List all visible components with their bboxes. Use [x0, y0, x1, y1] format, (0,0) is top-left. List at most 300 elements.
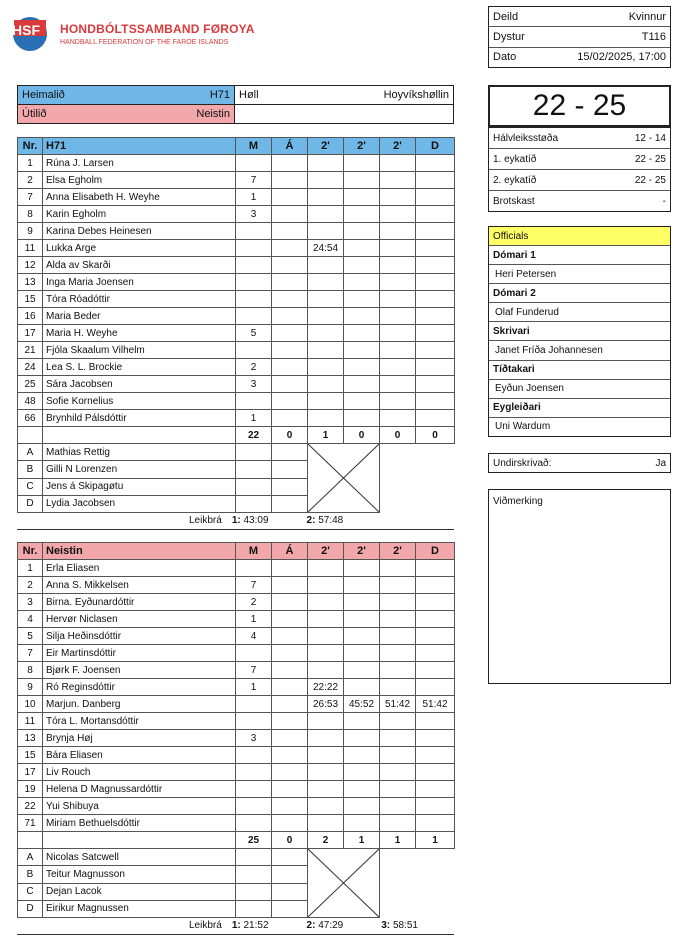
player-row — [18, 798, 455, 815]
team-official-row — [18, 849, 455, 866]
player-stat-s3: 51:42 — [380, 696, 416, 713]
player-stat-d — [416, 155, 455, 172]
player-nr: 3 — [18, 594, 43, 611]
team-official-a — [272, 461, 308, 478]
player-stat-m: 5 — [236, 325, 272, 342]
total-a: 0 — [272, 832, 308, 849]
player-name: Tóra Róadóttir — [43, 291, 236, 308]
score-value: 22 - 25 — [634, 174, 666, 186]
player-stat-a — [272, 376, 308, 393]
player-stat-s3 — [380, 594, 416, 611]
player-row — [18, 291, 455, 308]
player-stat-s2 — [344, 308, 380, 325]
hall-label: Høll — [239, 89, 259, 101]
player-name: Brynhild Pálsdóttir — [43, 410, 236, 427]
home-label: Heimalið — [22, 89, 65, 101]
player-nr: 24 — [18, 359, 43, 376]
player-stat-s2 — [344, 223, 380, 240]
org-name: HONDBÓLTSSAMBAND FØROYA — [60, 22, 255, 36]
player-stat-s1 — [308, 359, 344, 376]
player-stat-s1 — [308, 155, 344, 172]
player-row — [18, 747, 455, 764]
player-stat-s3 — [380, 747, 416, 764]
official-role-label: Dómari 1 — [493, 249, 536, 261]
col-header: 2' — [344, 138, 380, 155]
player-stat-s2 — [344, 172, 380, 189]
totals-blank — [43, 832, 236, 849]
player-stat-a — [272, 645, 308, 662]
player-stat-m: 7 — [236, 662, 272, 679]
info-row — [489, 48, 670, 67]
player-stat-a — [272, 815, 308, 832]
player-stat-s2 — [344, 713, 380, 730]
player-stat-m: 4 — [236, 628, 272, 645]
player-stat-d — [416, 172, 455, 189]
player-stat-m — [236, 798, 272, 815]
player-stat-s3 — [380, 798, 416, 815]
player-name: Miriam Bethuelsdóttir — [43, 815, 236, 832]
player-stat-a — [272, 679, 308, 696]
player-stat-d — [416, 645, 455, 662]
timeout-number: 2: — [306, 920, 316, 931]
player-nr: 4 — [18, 611, 43, 628]
total-m: 22 — [236, 427, 272, 444]
team-official-letter: C — [18, 478, 43, 495]
player-stat-m — [236, 713, 272, 730]
player-stat-m — [236, 274, 272, 291]
player-nr: 66 — [18, 410, 43, 427]
team-official-a — [272, 900, 308, 917]
player-stat-s2 — [344, 410, 380, 427]
player-stat-d — [416, 206, 455, 223]
player-nr: 8 — [18, 206, 43, 223]
player-stat-a — [272, 155, 308, 172]
player-stat-a — [272, 308, 308, 325]
player-stat-s3 — [380, 781, 416, 798]
col-team: H71 — [43, 138, 236, 155]
roster-table — [17, 542, 455, 918]
player-row — [18, 223, 455, 240]
player-stat-a — [272, 730, 308, 747]
player-stat-m: 2 — [236, 594, 272, 611]
player-nr: 21 — [18, 342, 43, 359]
player-stat-s3 — [380, 342, 416, 359]
player-nr: 8 — [18, 662, 43, 679]
player-stat-s3 — [380, 410, 416, 427]
player-stat-a — [272, 662, 308, 679]
player-row — [18, 560, 455, 577]
roster-header — [18, 138, 455, 155]
player-nr: 10 — [18, 696, 43, 713]
player-stat-a — [272, 798, 308, 815]
official-role-label: Eygleiðari — [493, 402, 541, 414]
player-stat-s1: 24:54 — [308, 240, 344, 257]
col-header: 2' — [308, 138, 344, 155]
player-stat-m — [236, 764, 272, 781]
team-official-name: Eirikur Magnussen — [43, 900, 236, 917]
player-stat-a — [272, 594, 308, 611]
player-stat-s3 — [380, 730, 416, 747]
timeout-time: 57:48 — [318, 515, 344, 526]
player-stat-m: 1 — [236, 189, 272, 206]
player-stat-d — [416, 730, 455, 747]
player-stat-a — [272, 628, 308, 645]
signed-value: Ja — [655, 457, 666, 469]
hall-cell — [235, 86, 453, 105]
official-name-label: Janet Fríða Johannesen — [495, 345, 603, 357]
player-stat-d — [416, 291, 455, 308]
player-stat-d — [416, 611, 455, 628]
timeouts-row — [17, 918, 454, 935]
team-official-letter: A — [18, 444, 43, 461]
player-stat-m — [236, 308, 272, 325]
teams-box — [17, 85, 454, 124]
total-s1: 2 — [308, 832, 344, 849]
player-stat-s2 — [344, 359, 380, 376]
player-stat-m — [236, 747, 272, 764]
player-stat-s2 — [344, 291, 380, 308]
col-header: D — [416, 543, 455, 560]
col-header: M — [236, 543, 272, 560]
score-value: 12 - 14 — [634, 132, 666, 144]
player-name: Hervør Niclasen — [43, 611, 236, 628]
player-stat-m — [236, 781, 272, 798]
player-stat-d — [416, 747, 455, 764]
blank-cell — [380, 444, 455, 513]
team-official-letter: D — [18, 495, 43, 512]
player-nr: 11 — [18, 713, 43, 730]
player-stat-a — [272, 747, 308, 764]
player-stat-m — [236, 257, 272, 274]
player-stat-s3 — [380, 679, 416, 696]
col-header: Á — [272, 138, 308, 155]
player-stat-s2 — [344, 189, 380, 206]
player-stat-s2 — [344, 325, 380, 342]
player-stat-s2 — [344, 781, 380, 798]
player-name: Sára Jacobsen — [43, 376, 236, 393]
match-info-box — [488, 6, 671, 68]
player-nr: 9 — [18, 223, 43, 240]
team-official-a — [272, 444, 308, 461]
away-roster — [17, 542, 454, 935]
col-nr: Nr. — [18, 543, 43, 560]
player-stat-a — [272, 696, 308, 713]
player-row — [18, 696, 455, 713]
player-row — [18, 730, 455, 747]
player-stat-a — [272, 713, 308, 730]
player-name: Inga Maria Joensen — [43, 274, 236, 291]
player-stat-s3 — [380, 560, 416, 577]
player-row — [18, 781, 455, 798]
player-stat-d — [416, 308, 455, 325]
player-stat-m — [236, 696, 272, 713]
player-stat-a — [272, 781, 308, 798]
official-name — [489, 341, 670, 360]
player-row — [18, 342, 455, 359]
player-stat-m — [236, 560, 272, 577]
home-team-cell — [18, 86, 235, 105]
player-stat-s3 — [380, 713, 416, 730]
player-stat-d — [416, 764, 455, 781]
team-official-letter: D — [18, 900, 43, 917]
player-name: Anna Elisabeth H. Weyhe — [43, 189, 236, 206]
player-row — [18, 815, 455, 832]
player-stat-d — [416, 798, 455, 815]
player-stat-m — [236, 223, 272, 240]
player-stat-a — [272, 240, 308, 257]
player-stat-s3 — [380, 815, 416, 832]
player-nr: 17 — [18, 325, 43, 342]
player-stat-s1 — [308, 189, 344, 206]
timeout-number: 2: — [306, 515, 316, 526]
player-stat-s3 — [380, 223, 416, 240]
player-row — [18, 410, 455, 427]
player-stat-s1 — [308, 798, 344, 815]
player-row — [18, 155, 455, 172]
info-label: Deild — [493, 10, 519, 23]
player-row — [18, 679, 455, 696]
total-d: 0 — [416, 427, 455, 444]
player-nr: 17 — [18, 764, 43, 781]
player-stat-a — [272, 274, 308, 291]
player-nr: 13 — [18, 274, 43, 291]
score-value: 22 - 25 — [634, 153, 666, 165]
player-row — [18, 577, 455, 594]
player-stat-s2 — [344, 376, 380, 393]
official-role — [489, 284, 670, 303]
player-stat-s3 — [380, 393, 416, 410]
team-official-letter: A — [18, 849, 43, 866]
player-stat-s1 — [308, 645, 344, 662]
player-stat-s2 — [344, 645, 380, 662]
info-row — [489, 7, 670, 27]
player-stat-s3 — [380, 376, 416, 393]
blank-cell — [380, 849, 455, 918]
player-stat-s1 — [308, 342, 344, 359]
officials-box — [488, 226, 671, 437]
player-stat-m: 1 — [236, 679, 272, 696]
player-stat-m — [236, 291, 272, 308]
player-name: Karin Egholm — [43, 206, 236, 223]
player-stat-m — [236, 815, 272, 832]
player-stat-s1 — [308, 662, 344, 679]
col-header: Á — [272, 543, 308, 560]
player-stat-m — [236, 240, 272, 257]
player-stat-s1 — [308, 257, 344, 274]
player-stat-s3 — [380, 577, 416, 594]
team-official-name: Jens á Skipagøtu — [43, 478, 236, 495]
player-stat-m: 3 — [236, 206, 272, 223]
col-header: D — [416, 138, 455, 155]
player-stat-a — [272, 342, 308, 359]
player-row — [18, 206, 455, 223]
player-name: Marjun. Danberg — [43, 696, 236, 713]
home-name: H71 — [209, 89, 230, 101]
total-s1: 1 — [308, 427, 344, 444]
player-name: Fjóla Skaalum Vilhelm — [43, 342, 236, 359]
score-label: Brotskast — [493, 195, 535, 207]
player-nr: 25 — [18, 376, 43, 393]
total-s2: 1 — [344, 832, 380, 849]
player-row — [18, 240, 455, 257]
player-stat-d — [416, 713, 455, 730]
timeout-number: 1: — [231, 515, 241, 526]
player-nr: 15 — [18, 291, 43, 308]
team-official-name: Mathias Rettig — [43, 444, 236, 461]
player-stat-s1 — [308, 325, 344, 342]
player-stat-s2 — [344, 611, 380, 628]
timeout-entry — [232, 515, 269, 529]
score-label: Hálvleiksstøða — [493, 132, 559, 144]
player-nr: 1 — [18, 560, 43, 577]
player-name: Rúna J. Larsen — [43, 155, 236, 172]
player-stat-a — [272, 206, 308, 223]
team-official-a — [272, 866, 308, 883]
final-score-box — [488, 85, 671, 127]
official-role — [489, 322, 670, 341]
team-official-m — [236, 444, 272, 461]
official-name-label: Eyðun Joensen — [495, 383, 564, 395]
official-name — [489, 418, 670, 436]
player-row — [18, 359, 455, 376]
player-stat-m: 2 — [236, 359, 272, 376]
player-stat-s3 — [380, 155, 416, 172]
player-nr: 19 — [18, 781, 43, 798]
player-row — [18, 393, 455, 410]
player-stat-a — [272, 359, 308, 376]
player-name: Yui Shibuya — [43, 798, 236, 815]
player-stat-s3 — [380, 172, 416, 189]
player-stat-s1 — [308, 274, 344, 291]
team-official-a — [272, 849, 308, 866]
team-official-name: Dejan Lacok — [43, 883, 236, 900]
roster-table — [17, 137, 455, 513]
player-stat-s1 — [308, 781, 344, 798]
team-official-name: Gilli N Lorenzen — [43, 461, 236, 478]
player-stat-s1 — [308, 713, 344, 730]
player-stat-s3 — [380, 189, 416, 206]
player-stat-m — [236, 393, 272, 410]
player-row — [18, 274, 455, 291]
player-stat-s1 — [308, 764, 344, 781]
player-stat-d — [416, 628, 455, 645]
official-name — [489, 265, 670, 284]
player-name: Erla Eliasen — [43, 560, 236, 577]
info-row — [489, 27, 670, 47]
player-row — [18, 628, 455, 645]
player-stat-d: 51:42 — [416, 696, 455, 713]
official-role-label: Tíðtakari — [493, 364, 535, 376]
player-stat-d — [416, 359, 455, 376]
player-stat-d — [416, 274, 455, 291]
player-stat-s1 — [308, 815, 344, 832]
player-stat-s3 — [380, 308, 416, 325]
player-stat-a — [272, 393, 308, 410]
player-stat-a — [272, 560, 308, 577]
player-stat-s1 — [308, 393, 344, 410]
player-stat-m: 1 — [236, 611, 272, 628]
player-stat-s2 — [344, 798, 380, 815]
team-official-m — [236, 495, 272, 512]
team-official-m — [236, 866, 272, 883]
away-team-cell — [18, 105, 235, 123]
player-stat-s3 — [380, 611, 416, 628]
player-stat-s1 — [308, 747, 344, 764]
player-name: Lea S. L. Brockie — [43, 359, 236, 376]
team-official-m — [236, 900, 272, 917]
team-official-a — [272, 495, 308, 512]
total-a: 0 — [272, 427, 308, 444]
player-nr: 15 — [18, 747, 43, 764]
player-name: Birna. Eyðunardóttir — [43, 594, 236, 611]
team-official-row — [18, 444, 455, 461]
player-stat-s1 — [308, 611, 344, 628]
player-stat-s1 — [308, 223, 344, 240]
col-header: 2' — [308, 543, 344, 560]
player-row — [18, 172, 455, 189]
player-stat-s2 — [344, 764, 380, 781]
player-stat-s3 — [380, 206, 416, 223]
player-name: Elsa Egholm — [43, 172, 236, 189]
player-stat-s1 — [308, 206, 344, 223]
player-stat-s1 — [308, 628, 344, 645]
player-stat-a — [272, 291, 308, 308]
player-stat-a — [272, 611, 308, 628]
player-stat-s3 — [380, 240, 416, 257]
timeout-time: 47:29 — [318, 920, 344, 931]
player-row — [18, 325, 455, 342]
player-name: Liv Rouch — [43, 764, 236, 781]
timeout-time: 43:09 — [243, 515, 269, 526]
totals-blank — [18, 427, 43, 444]
score-value: - — [662, 195, 666, 207]
player-name: Alda av Skarði — [43, 257, 236, 274]
player-stat-s2 — [344, 815, 380, 832]
player-stat-s1 — [308, 577, 344, 594]
official-name — [489, 303, 670, 322]
col-header: M — [236, 138, 272, 155]
official-name — [489, 380, 670, 399]
player-stat-m — [236, 342, 272, 359]
player-stat-d — [416, 240, 455, 257]
player-stat-s2: 45:52 — [344, 696, 380, 713]
player-stat-a — [272, 189, 308, 206]
player-name: Maria H. Weyhe — [43, 325, 236, 342]
player-stat-d — [416, 325, 455, 342]
player-name: Lukka Arge — [43, 240, 236, 257]
player-stat-s1 — [308, 560, 344, 577]
cross-icon — [308, 444, 379, 512]
player-stat-d — [416, 376, 455, 393]
player-nr: 7 — [18, 189, 43, 206]
player-row — [18, 257, 455, 274]
score-label: 1. eykatíð — [493, 153, 537, 165]
player-row — [18, 594, 455, 611]
team-official-name: Nicolas Satcwell — [43, 849, 236, 866]
player-stat-s3 — [380, 764, 416, 781]
player-name: Tóra L. Mortansdóttir — [43, 713, 236, 730]
team-official-m — [236, 478, 272, 495]
team-official-letter: B — [18, 461, 43, 478]
player-stat-d — [416, 781, 455, 798]
timeout-entry — [307, 515, 344, 529]
player-stat-a — [272, 325, 308, 342]
team-official-letter: B — [18, 866, 43, 883]
home-roster — [17, 137, 454, 530]
player-stat-s3 — [380, 628, 416, 645]
player-stat-a — [272, 410, 308, 427]
player-stat-a — [272, 172, 308, 189]
